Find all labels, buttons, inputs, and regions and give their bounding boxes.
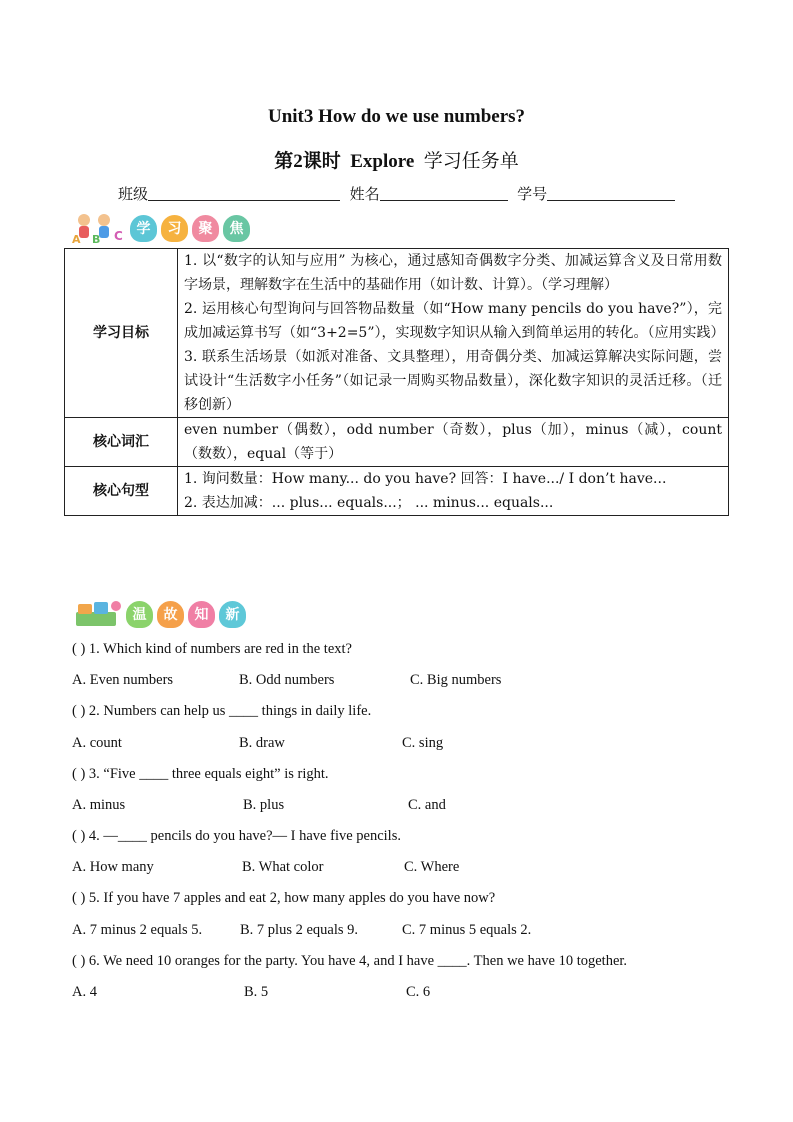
- page-title: Unit3 How do we use numbers?: [267, 106, 526, 127]
- option-c[interactable]: C. 6: [406, 984, 431, 1000]
- option-c[interactable]: C. 7 minus 5 equals 2.: [402, 922, 532, 938]
- banner-char: 温: [126, 601, 153, 628]
- option-b[interactable]: B. 7 plus 2 equals 9.: [240, 922, 359, 938]
- banner-char: 学: [130, 215, 157, 242]
- svg-text:B: B: [92, 233, 101, 244]
- sentence-item: 2. 表达加减：... plus... equals...； ... minus... equals...: [184, 495, 554, 511]
- review-banner: [72, 598, 250, 630]
- question-2: ( ) 2. Numbers can help us ____ things in daily life.: [72, 703, 372, 719]
- option-a[interactable]: A. 7 minus 2 equals 5.: [72, 922, 203, 938]
- banner-char: 聚: [192, 215, 219, 242]
- lesson-number: 第2课时: [274, 151, 341, 172]
- banner-char: 知: [188, 601, 215, 628]
- question-1: ( ) 1. Which kind of numbers are red in the text?: [72, 641, 352, 657]
- focus-banner: [70, 212, 254, 244]
- option-b[interactable]: B. plus: [243, 797, 285, 813]
- table-row: [65, 249, 729, 418]
- question-5: ( ) 5. If you have 7 apples and eat 2, how many apples do you have now?: [72, 890, 496, 906]
- svg-text:A: A: [72, 233, 81, 244]
- sentences-content: [178, 467, 729, 516]
- sentence-item: 1. 询问数量：How many... do you have? 回答：I have.../ I don’t have...: [184, 471, 667, 487]
- table-row: [65, 467, 729, 516]
- option-c[interactable]: C. Where: [404, 859, 460, 875]
- name-blank[interactable]: [380, 186, 508, 201]
- option-c[interactable]: C. sing: [402, 735, 444, 751]
- option-c[interactable]: C. and: [408, 797, 446, 813]
- id-label: 学号: [517, 185, 548, 203]
- goal-item: 2. 运用核心句型询问与回答物品数量（如“How many pencils do you have?”），完成加减运算书写（如“3+2=5”），实现数字知识从输入到简单运用的转化。（应用实践）: [184, 301, 725, 341]
- row-label-goals: 学习目标: [65, 249, 178, 418]
- row-label-vocab: 核心词汇: [65, 418, 178, 467]
- option-a[interactable]: A. count: [72, 735, 122, 751]
- goal-item: 3. 联系生活场景（如派对准备、文具整理），用奇偶分类、加减运算解决实际问题，尝试设计“生活数字小任务”（如记录一周购买物品数量），深化数字知识的灵活迁移。（迁移创新）: [184, 349, 722, 413]
- option-a[interactable]: A. Even numbers: [72, 672, 174, 688]
- option-b[interactable]: B. What color: [242, 859, 324, 875]
- class-label: 班级: [118, 185, 149, 203]
- option-b[interactable]: B. draw: [239, 735, 285, 751]
- option-b[interactable]: B. Odd numbers: [239, 672, 335, 688]
- name-label: 姓名: [349, 185, 380, 203]
- option-a[interactable]: A. 4: [72, 984, 97, 1000]
- books-icon: [72, 598, 126, 630]
- option-b[interactable]: B. 5: [244, 984, 269, 1000]
- student-info-line: [118, 183, 675, 204]
- id-blank[interactable]: [547, 186, 675, 201]
- option-c[interactable]: C. Big numbers: [410, 672, 502, 688]
- option-a[interactable]: A. How many: [72, 859, 154, 875]
- table-row: [65, 418, 729, 467]
- vocab-content: [178, 418, 729, 467]
- option-a[interactable]: A. minus: [72, 797, 126, 813]
- svg-text:C: C: [114, 229, 123, 243]
- learning-goals-table: [64, 248, 729, 516]
- question-4: ( ) 4. —____ pencils do you have?— I have five pencils.: [72, 828, 401, 844]
- worksheet-label: 学习任务单: [423, 150, 519, 172]
- lesson-name: Explore: [350, 151, 415, 172]
- goal-item: 1. 以“数字的认知与应用” 为核心，通过感知奇偶数字分类、加减运算含义及日常用数字场景，理解数字在生活中的基础作用（如计数、计算）。（学习理解）: [184, 253, 722, 293]
- class-blank[interactable]: [148, 186, 340, 201]
- vocab-item: even number（偶数），odd number（奇数），plus（加），minus（减），count（数数），equal（等于）: [184, 422, 722, 462]
- goals-content: [178, 249, 729, 418]
- question-3: ( ) 3. “Five ____ three equals eight” is right.: [72, 766, 329, 782]
- row-label-sentences: 核心句型: [65, 467, 178, 516]
- banner-char: 焦: [223, 215, 250, 242]
- banner-char: 习: [161, 215, 188, 242]
- lesson-subtitle: [0, 146, 793, 173]
- banner-char: 故: [157, 601, 184, 628]
- banner-char: 新: [219, 601, 246, 628]
- question-6: ( ) 6. We need 10 oranges for the party. You have 4, and I have ____. Then we have 10 together.: [72, 953, 628, 969]
- kids-abc-icon: [70, 212, 130, 244]
